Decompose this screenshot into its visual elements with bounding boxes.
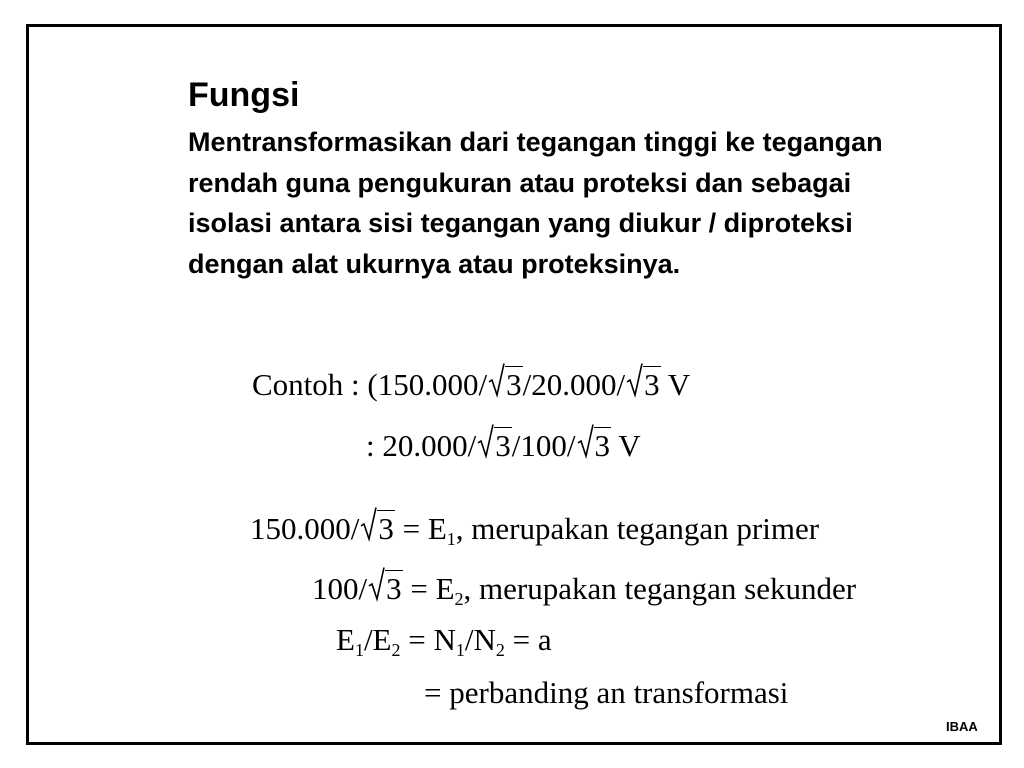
radical-sign-icon [477,423,494,459]
example-equation-line-2: : 20.000/ 3/100/ 3 V [366,427,641,461]
sqrt-3: 3 [626,366,661,400]
sqrt-3: 3 [368,570,403,604]
ratio-equation: $E_1/E_2 = N_1/N_2 = a$ [336,622,552,660]
radical-sign-icon [360,506,377,542]
sqrt-3: 3 [577,427,612,461]
sqrt-3: 3 [360,510,395,544]
radical-sign-icon [368,566,385,602]
radical-sign-icon [488,362,505,398]
radical-sign-icon [577,423,594,459]
secondary-voltage-equation: 100/ $3 = E_2$, merupakan tegangan sekunder [312,570,856,604]
primary-voltage-equation: 150.000/ $3 = E_1$, merupakan tegangan primer [250,510,819,544]
example-label: Contoh [252,367,344,402]
example-equation-line-1: Contoh : (150.000/ 3/20.000/ 3 V [252,366,690,400]
slide-title: Fungsi [188,76,300,114]
sqrt-3: 3 [477,427,512,461]
description-paragraph: Mentransformasikan dari tegangan tinggi ke tegangan rendah guna pengukuran atau proteksi dan sebagai isolasi antara sisi tegangan yang diukur / diproteksi dengan alat ukurnya atau proteksinya. [188,127,883,279]
transformation-ratio-line: = perbanding an transformasi [424,675,789,710]
footer-label: IBAA [946,719,978,734]
sqrt-3: 3 [488,366,523,400]
radical-sign-icon [626,362,643,398]
